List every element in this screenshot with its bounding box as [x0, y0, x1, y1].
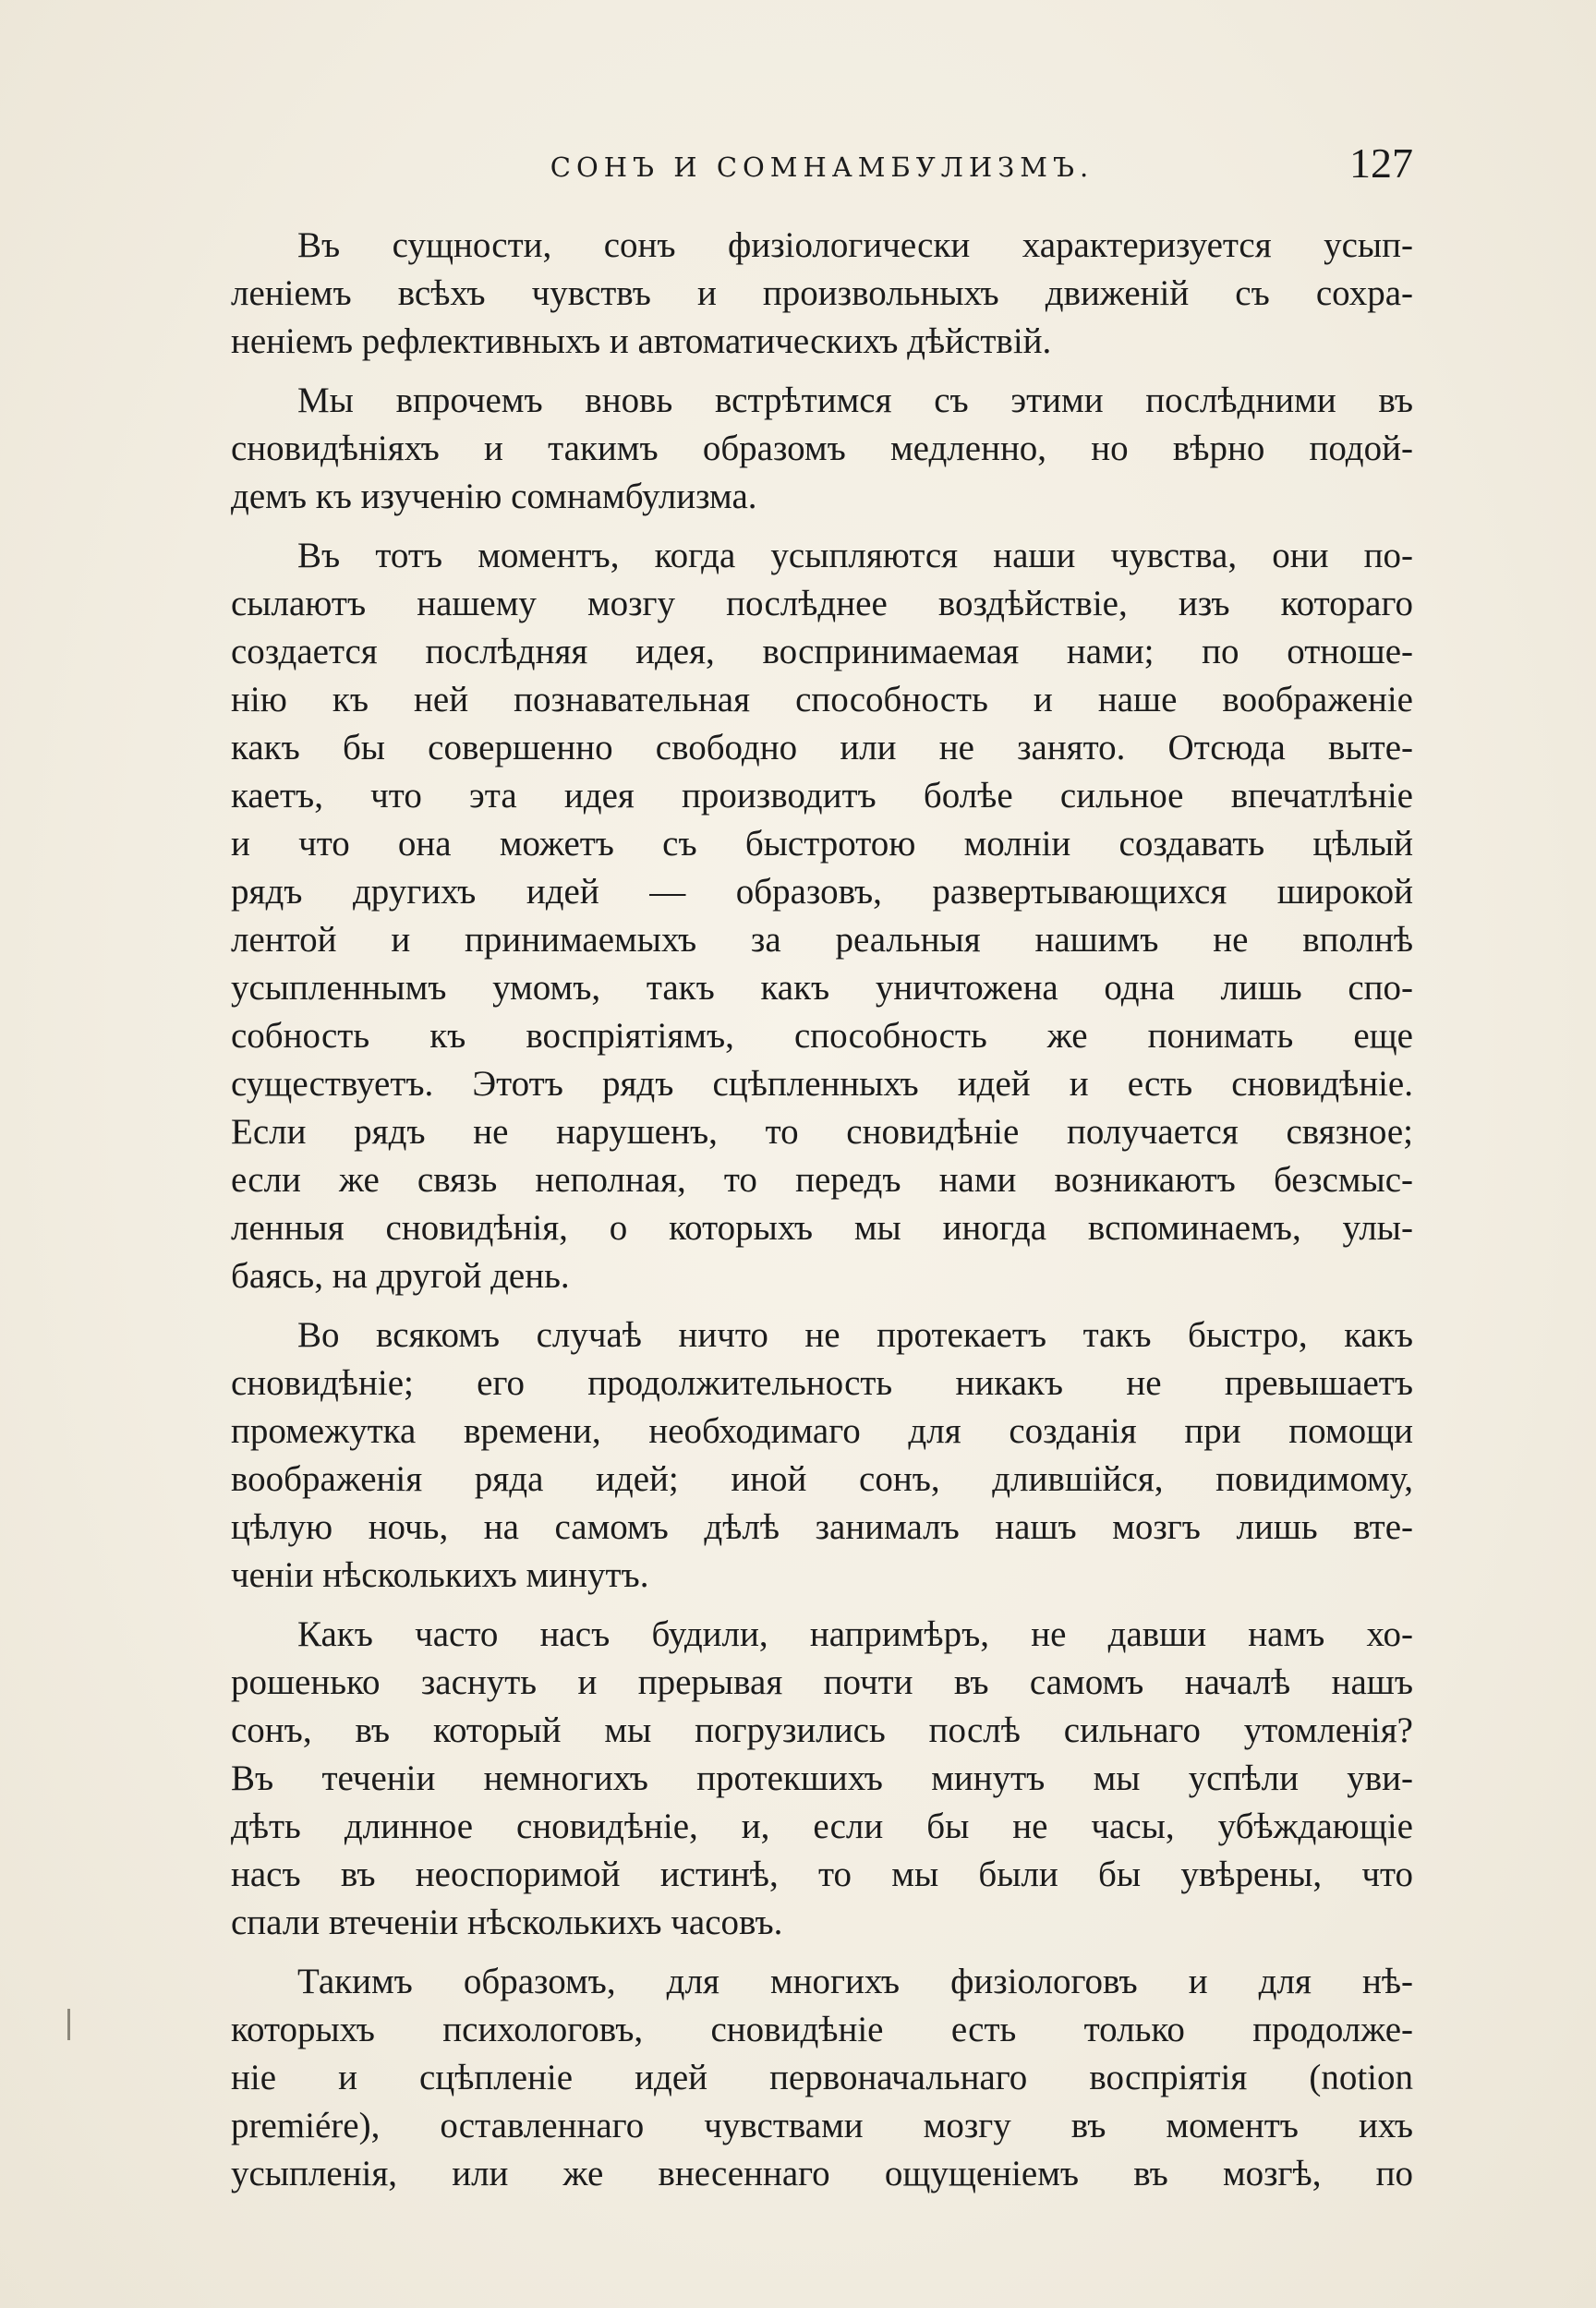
- text-line: ненiемъ рефлективныхъ и автоматическихъ дѣйствiй.: [231, 321, 1052, 361]
- running-title: СОНЪ И СОМНАМБУЛИЗМЪ.: [550, 151, 1094, 183]
- paragraph-1: [231, 222, 1413, 366]
- text-line: Во всякомъ случаѣ ничто не протекаетъ такъ быстро, какъ: [297, 1315, 1413, 1355]
- text-line: Въ теченiи немногихъ протекшихъ минутъ мы успѣли уви-: [231, 1758, 1413, 1798]
- text-line: сновидѣнiяхъ и такимъ образомъ медленно, но вѣрно подой-: [231, 429, 1413, 468]
- text-line: демъ къ изученiю сомнамбулизма.: [231, 477, 757, 516]
- text-line: собность къ воспрiятiямъ, способность же понимать еще: [231, 1016, 1413, 1056]
- text-line: Такимъ образомъ, для многихъ физiологовъ и для нѣ-: [297, 1962, 1413, 2001]
- paragraph-4: [231, 1311, 1413, 1600]
- text-line: баясь, на другой день.: [231, 1256, 570, 1296]
- text-line: сновидѣнiе; его продолжительность никакъ не превышаетъ: [231, 1363, 1413, 1403]
- text-line: рошенько заснуть и прерывая почти въ самомъ началѣ нашъ: [231, 1662, 1413, 1702]
- paragraph-3: [231, 532, 1413, 1300]
- body-text: [231, 222, 1413, 2209]
- paragraph-2: [231, 377, 1413, 521]
- text-line: существуетъ. Этотъ рядъ сцѣпленныхъ идей и есть сновидѣнiе.: [231, 1064, 1413, 1104]
- text-line: сонъ, въ который мы погрузились послѣ сильнаго утомленiя?: [231, 1710, 1413, 1750]
- text-line: Мы впрочемъ вновь встрѣтимся съ этими послѣдними въ: [297, 381, 1413, 420]
- text-line: Какъ часто насъ будили, напримѣръ, не давши намъ хо-: [297, 1614, 1413, 1654]
- text-line: нiю къ ней познавательная способность и наше воображенiе: [231, 680, 1413, 719]
- text-line: рядъ другихъ идей — образовъ, развертывающихся широкой: [231, 872, 1413, 912]
- text-line: которыхъ психологовъ, сновидѣнiе есть только продолже-: [231, 2010, 1413, 2049]
- text-line: ленныя сновидѣнiя, о которыхъ мы иногда вспоминаемъ, улы-: [231, 1208, 1413, 1248]
- text-line: цѣлую ночь, на самомъ дѣлѣ занималъ нашъ мозгъ лишь вте-: [231, 1507, 1413, 1547]
- text-line: спали втеченiи нѣсколькихъ часовъ.: [231, 1903, 783, 1942]
- page-header: [231, 139, 1413, 194]
- paragraph-5: [231, 1611, 1413, 1947]
- text-line: если же связь неполная, то передъ нами возникаютъ безсмыс-: [231, 1160, 1413, 1200]
- text-line: и что она можетъ съ быстротою молнiи создавать цѣлый: [231, 824, 1413, 864]
- text-line: создается послѣдняя идея, воспринимаемая нами; по отноше-: [231, 632, 1413, 671]
- text-line: лентой и принимаемыхъ за реальныя нашимъ не вполнѣ: [231, 920, 1413, 960]
- text-line: ченiи нѣсколькихъ минутъ.: [231, 1555, 649, 1595]
- text-line: промежутка времени, необходимаго для созданiя при помощи: [231, 1411, 1413, 1451]
- text-line: воображенiя ряда идей; иной сонъ, длившiйся, повидимому,: [231, 1459, 1413, 1499]
- text-line: насъ въ неоспоримой истинѣ, то мы были бы увѣрены, что: [231, 1855, 1413, 1894]
- text-line: какъ бы совершенно свободно или не занято. Отсюда выте-: [231, 728, 1413, 767]
- text-line: каетъ, что эта идея производитъ болѣе сильное впечатлѣнiе: [231, 776, 1413, 816]
- text-line: дѣть длинное сновидѣнiе, и, если бы не часы, убѣждающiе: [231, 1807, 1413, 1846]
- text-line: premiére), оставленнаго чувствами мозгу въ моментъ ихъ: [231, 2106, 1413, 2145]
- text-line: нiе и сцѣпленiе идей первоначальнаго воспрiятiя (notion: [231, 2058, 1413, 2097]
- page-number: 127: [1349, 139, 1413, 187]
- text-line: Въ тотъ моментъ, когда усыпляются наши чувства, они по-: [297, 536, 1413, 575]
- text-line: Если рядъ не нарушенъ, то сновидѣнiе получается связное;: [231, 1112, 1413, 1152]
- text-line: сылаютъ нашему мозгу послѣднее воздѣйствiе, изъ котораго: [231, 584, 1413, 623]
- text-line: усыпленiя, или же внесеннаго ощущенiемъ въ мозгѣ, по: [231, 2154, 1413, 2193]
- text-line: Въ сущности, сонъ физiологически характеризуется усып-: [297, 225, 1413, 265]
- margin-mark: [67, 2009, 70, 2040]
- paragraph-6: [231, 1958, 1413, 2198]
- text-line: ленiемъ всѣхъ чувствъ и произвольныхъ движенiй съ сохра-: [231, 273, 1413, 313]
- text-line: усыпленнымъ умомъ, такъ какъ уничтожена одна лишь спо-: [231, 968, 1413, 1008]
